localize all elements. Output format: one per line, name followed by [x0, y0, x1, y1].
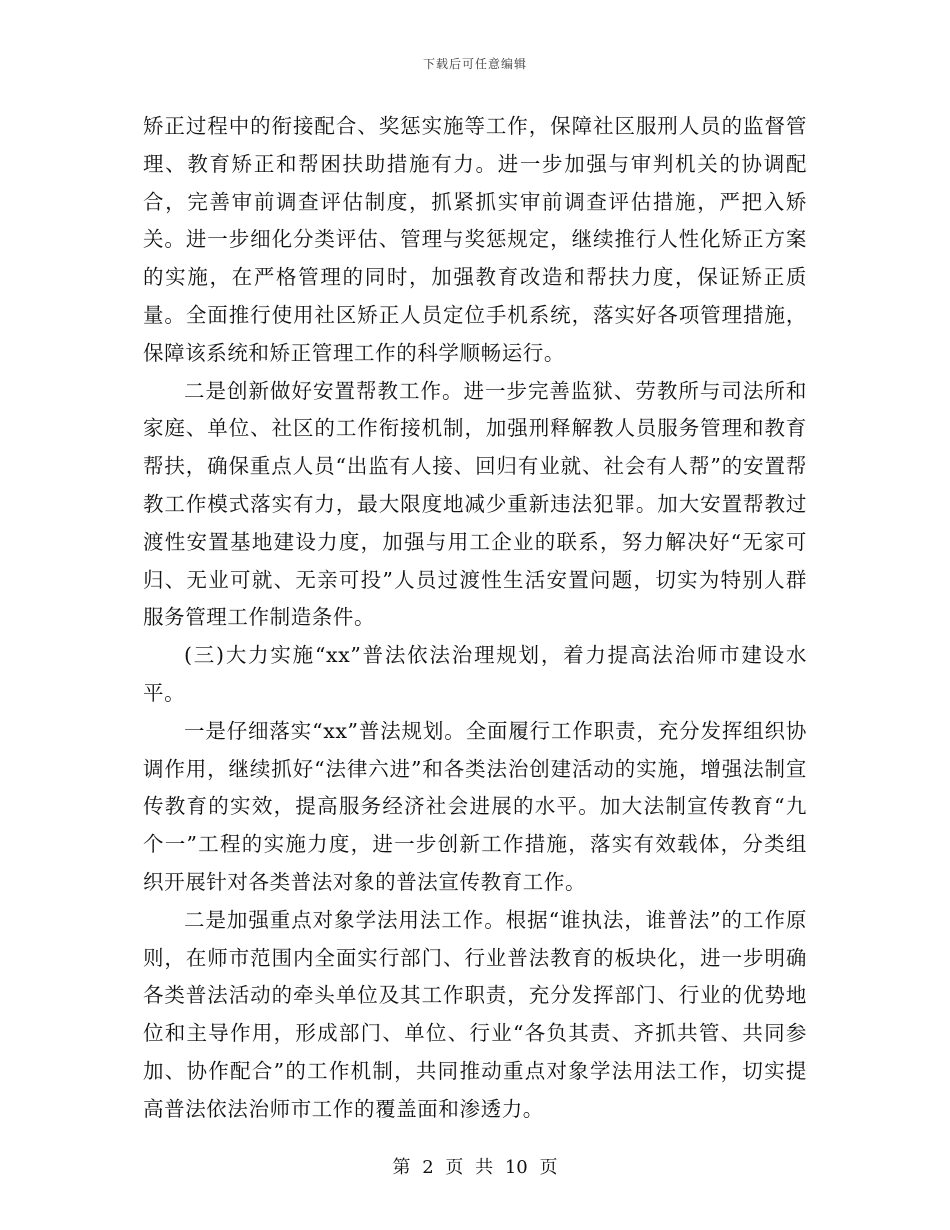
paragraph-1: 矫正过程中的衔接配合、奖惩实施等工作，保障社区服刑人员的监督管理、教育矫正和帮困扶助措施有力。进一步加强与审判机关的协调配合，完善审前调查评估制度，抓紧抓实审前调查评估措施，严把入矫关。进一步细化分类评估、管理与奖惩规定，继续推行人性化矫正方案的实施，在严格管理的同时，加强教育改造和帮扶力度，保证矫正质量。全面推行使用社区矫正人员定位手机系统，落实好各项管理措施，保障该系统和矫正管理工作的科学顺畅运行。: [143, 114, 807, 365]
page-number: 第 2 页 共 10 页: [392, 1157, 558, 1178]
paragraph-3: (三)大力实施“xx”普法依法治理规划，着力提高法治师市建设水平。: [143, 643, 807, 705]
header-note: 下载后可任意编辑: [422, 57, 527, 71]
paragraph-5: 二是加强重点对象学法用法工作。根据“谁执法，谁普法”的工作原则，在师市范围内全面实行部门、行业普法教育的板块化，进一步明确各类普法活动的牵头单位及其工作职责，充分发挥部门、行业的优势地位和主导作用，形成部门、单位、行业“各负其责、齐抓共管、共同参加、协作配合”的工作机制，共同推动重点对象学法用法工作，切实提高普法依法治师市工作的覆盖面和渗透力。: [143, 907, 807, 1121]
paragraph-2: 二是创新做好安置帮教工作。进一步完善监狱、劳教所与司法所和家庭、单位、社区的工作衔接机制，加强刑释解教人员服务管理和教育帮扶，确保重点人员“出监有人接、回归有业就、社会有人帮”的安置帮教工作模式落实有力，最大限度地减少重新违法犯罪。加大安置帮教过渡性安置基地建设力度，加强与用工企业的联系，努力解决好“无家可归、无业可就、无亲可投”人员过渡性生活安置问题，切实为特别人群服务管理工作制造条件。: [143, 378, 807, 630]
document-body: [143, 108, 807, 1129]
paragraph-4: 一是仔细落实“xx”普法规划。全面履行工作职责，充分发挥组织协调作用，继续抓好“法律六进”和各类法治创建活动的实施，增强法制宣传教育的实效，提高服务经济社会进展的水平。加大法制宣传教育“九个一”工程的实施力度，进一步创新工作措施，落实有效载体，分类组织开展针对各类普法对象的普法宣传教育工作。: [143, 718, 807, 894]
